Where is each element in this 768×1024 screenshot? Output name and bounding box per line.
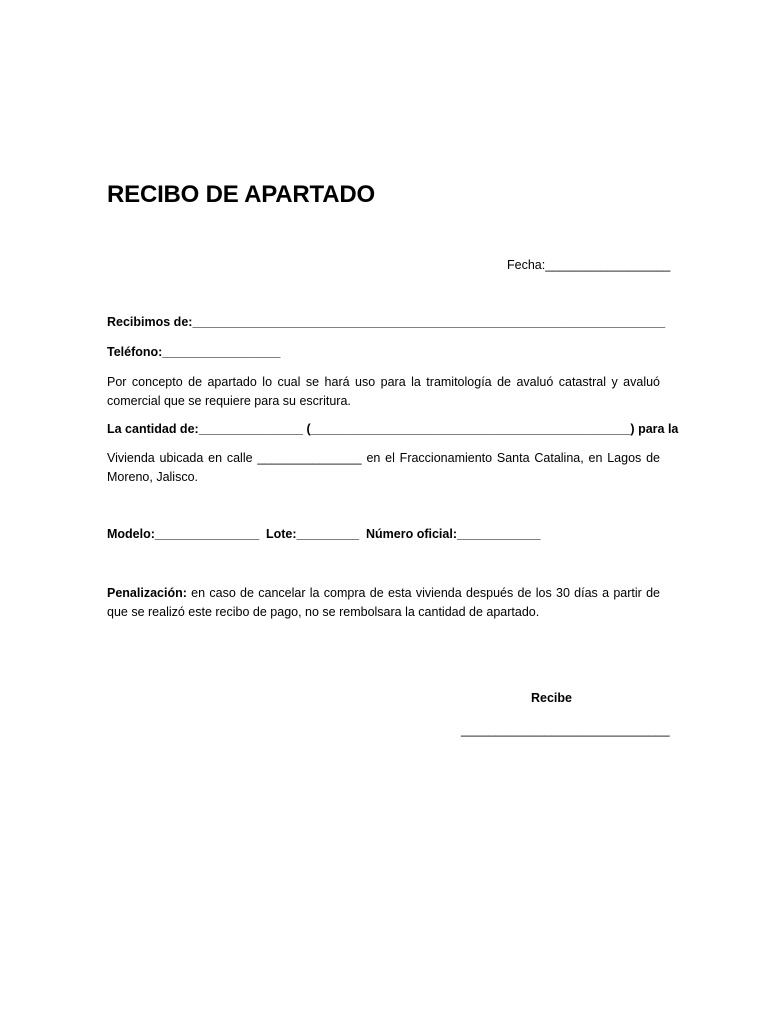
recibimos-line bbox=[107, 313, 665, 332]
recibimos-blank: ____________________________________________________________________ bbox=[192, 315, 666, 329]
concepto-paragraph: Por concepto de apartado lo cual se hará uso para la tramitología de avaluó catastral y avaluó comercial que se requiere para su escritura. bbox=[107, 375, 660, 408]
cantidad-tail: para la bbox=[634, 422, 679, 436]
modelo-label: Modelo: bbox=[107, 527, 155, 541]
recibe-label: Recibe bbox=[531, 691, 572, 705]
cantidad-paren-close: ) bbox=[630, 422, 635, 436]
cantidad-line bbox=[107, 420, 678, 439]
document-title: RECIBO DE APARTADO bbox=[107, 181, 375, 208]
cantidad-paren-open: ( bbox=[306, 422, 311, 436]
cantidad-blank: _______________ bbox=[198, 422, 303, 436]
telefono-line bbox=[107, 343, 281, 362]
recibimos-label: Recibimos de: bbox=[107, 315, 193, 329]
modelo-blank: _______________ bbox=[154, 527, 260, 541]
numero-oficial-line bbox=[366, 525, 540, 544]
lote-blank: _________ bbox=[296, 527, 360, 541]
fecha-label: Fecha: bbox=[507, 258, 546, 272]
lote-line bbox=[266, 525, 359, 544]
telefono-label: Teléfono: bbox=[107, 345, 163, 359]
modelo-line bbox=[107, 525, 259, 544]
fecha-line bbox=[507, 256, 670, 275]
penalizacion-text: en caso de cancelar la compra de esta vivienda después de los 30 días a partir de que se realizó este recibo de pago, no se rembolsara la cantidad de apartado. bbox=[107, 586, 660, 619]
penalizacion-label: Penalización: bbox=[107, 586, 187, 600]
cantidad-words-blank: ______________________________________________ bbox=[310, 422, 631, 436]
vivienda-paragraph: Vivienda ubicada en calle _______________ en el Fraccionamiento Santa Catalina, en Lagos de Moreno, Jalisco. bbox=[107, 451, 660, 484]
cantidad-label: La cantidad de: bbox=[107, 422, 199, 436]
signature-line: ______________________________ bbox=[461, 723, 670, 737]
lote-label: Lote: bbox=[266, 527, 297, 541]
numero-oficial-label: Número oficial: bbox=[366, 527, 457, 541]
fecha-blank: __________________ bbox=[545, 258, 671, 272]
penalizacion-paragraph bbox=[107, 584, 660, 622]
numero-oficial-blank: ____________ bbox=[457, 527, 541, 541]
telefono-blank: _________________ bbox=[162, 345, 281, 359]
